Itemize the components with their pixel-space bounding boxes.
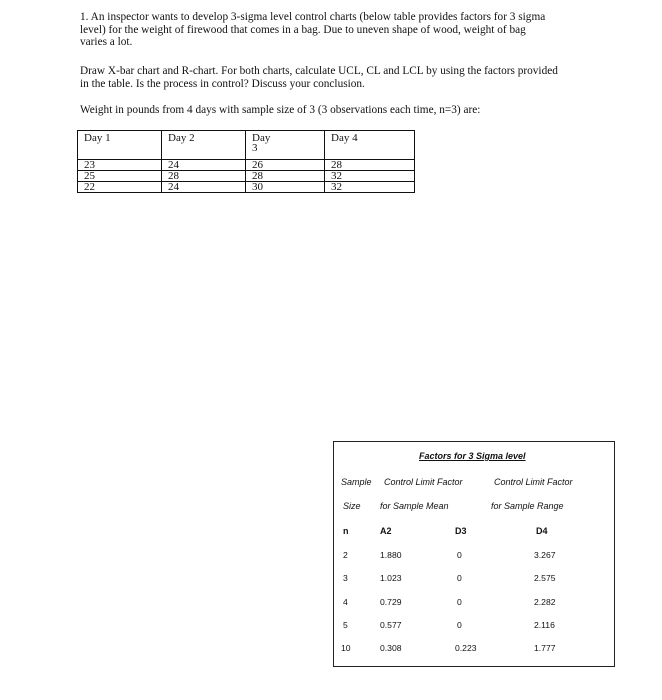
header-day-4: Day 4	[325, 131, 415, 160]
col-sample-label: Sample	[341, 477, 372, 487]
factor-d3: 0	[457, 550, 462, 560]
table-cell: 32	[325, 182, 415, 193]
header-a2: A2	[380, 526, 392, 536]
table-cell: 22	[78, 182, 162, 193]
question-weight-statement: Weight in pounds from 4 days with sample size of 3 (3 observations each time, n=3) are:	[80, 104, 481, 116]
question-intro: 1. An inspector wants to develop 3-sigma level control charts (below table provides factors for 3 sigma level) for the weight of firewood that comes in a bag. Due to uneven shape of wood, weight of bag varies a lot.	[80, 11, 546, 49]
factor-d3: 0.223	[455, 643, 477, 653]
factor-d4: 2.116	[534, 620, 555, 630]
table-row	[78, 182, 415, 193]
table-cell: 24	[162, 182, 246, 193]
table-cell: 28	[325, 160, 415, 171]
table-cell: 26	[246, 160, 325, 171]
factor-a2: 0.308	[380, 643, 402, 653]
factor-a2: 1.880	[380, 550, 402, 560]
factor-n: 4	[343, 597, 348, 607]
factor-n: 5	[343, 620, 348, 630]
weights-table	[77, 130, 415, 193]
col-range-label: Control Limit Factor	[494, 477, 573, 487]
table-cell: 24	[162, 160, 246, 171]
table-row	[78, 160, 415, 171]
factor-a2: 1.023	[380, 573, 402, 583]
col-mean-label-2: for Sample Mean	[380, 501, 449, 511]
factor-n: 3	[343, 573, 348, 583]
table-cell: 30	[246, 182, 325, 193]
factor-d3: 0	[457, 573, 462, 583]
table-row	[78, 171, 415, 182]
question-instructions: Draw X-bar chart and R-chart. For both charts, calculate UCL, CL and LCL by using the factors provided in the table. Is the process in control? Discuss your conclusion.	[80, 65, 558, 90]
factor-d4: 1.777	[534, 643, 556, 653]
header-d4: D4	[536, 526, 548, 536]
factor-d4: 3.267	[534, 550, 556, 560]
factor-d3: 0	[457, 597, 462, 607]
table-cell: 28	[162, 171, 246, 182]
factor-d3: 0	[457, 620, 462, 630]
factor-d4: 2.575	[534, 573, 556, 583]
weights-header-row	[78, 131, 415, 160]
header-n: n	[343, 526, 349, 536]
header-day-1: Day 1	[78, 131, 162, 160]
factors-title: Factors for 3 Sigma level	[419, 451, 526, 461]
header-day-3: Day 3	[246, 131, 325, 160]
factor-a2: 0.577	[380, 620, 402, 630]
header-d3: D3	[455, 526, 467, 536]
factor-d4: 2.282	[534, 597, 556, 607]
factor-a2: 0.729	[380, 597, 402, 607]
col-mean-label: Control Limit Factor	[384, 477, 463, 487]
factor-n: 10	[341, 643, 351, 653]
table-cell: 32	[325, 171, 415, 182]
table-cell: 23	[78, 160, 162, 171]
col-sample-label-2: Size	[343, 501, 361, 511]
header-day-2: Day 2	[162, 131, 246, 160]
col-range-label-2: for Sample Range	[491, 501, 564, 511]
table-cell: 25	[78, 171, 162, 182]
table-cell: 28	[246, 171, 325, 182]
factor-n: 2	[343, 550, 348, 560]
factors-table	[333, 441, 615, 667]
